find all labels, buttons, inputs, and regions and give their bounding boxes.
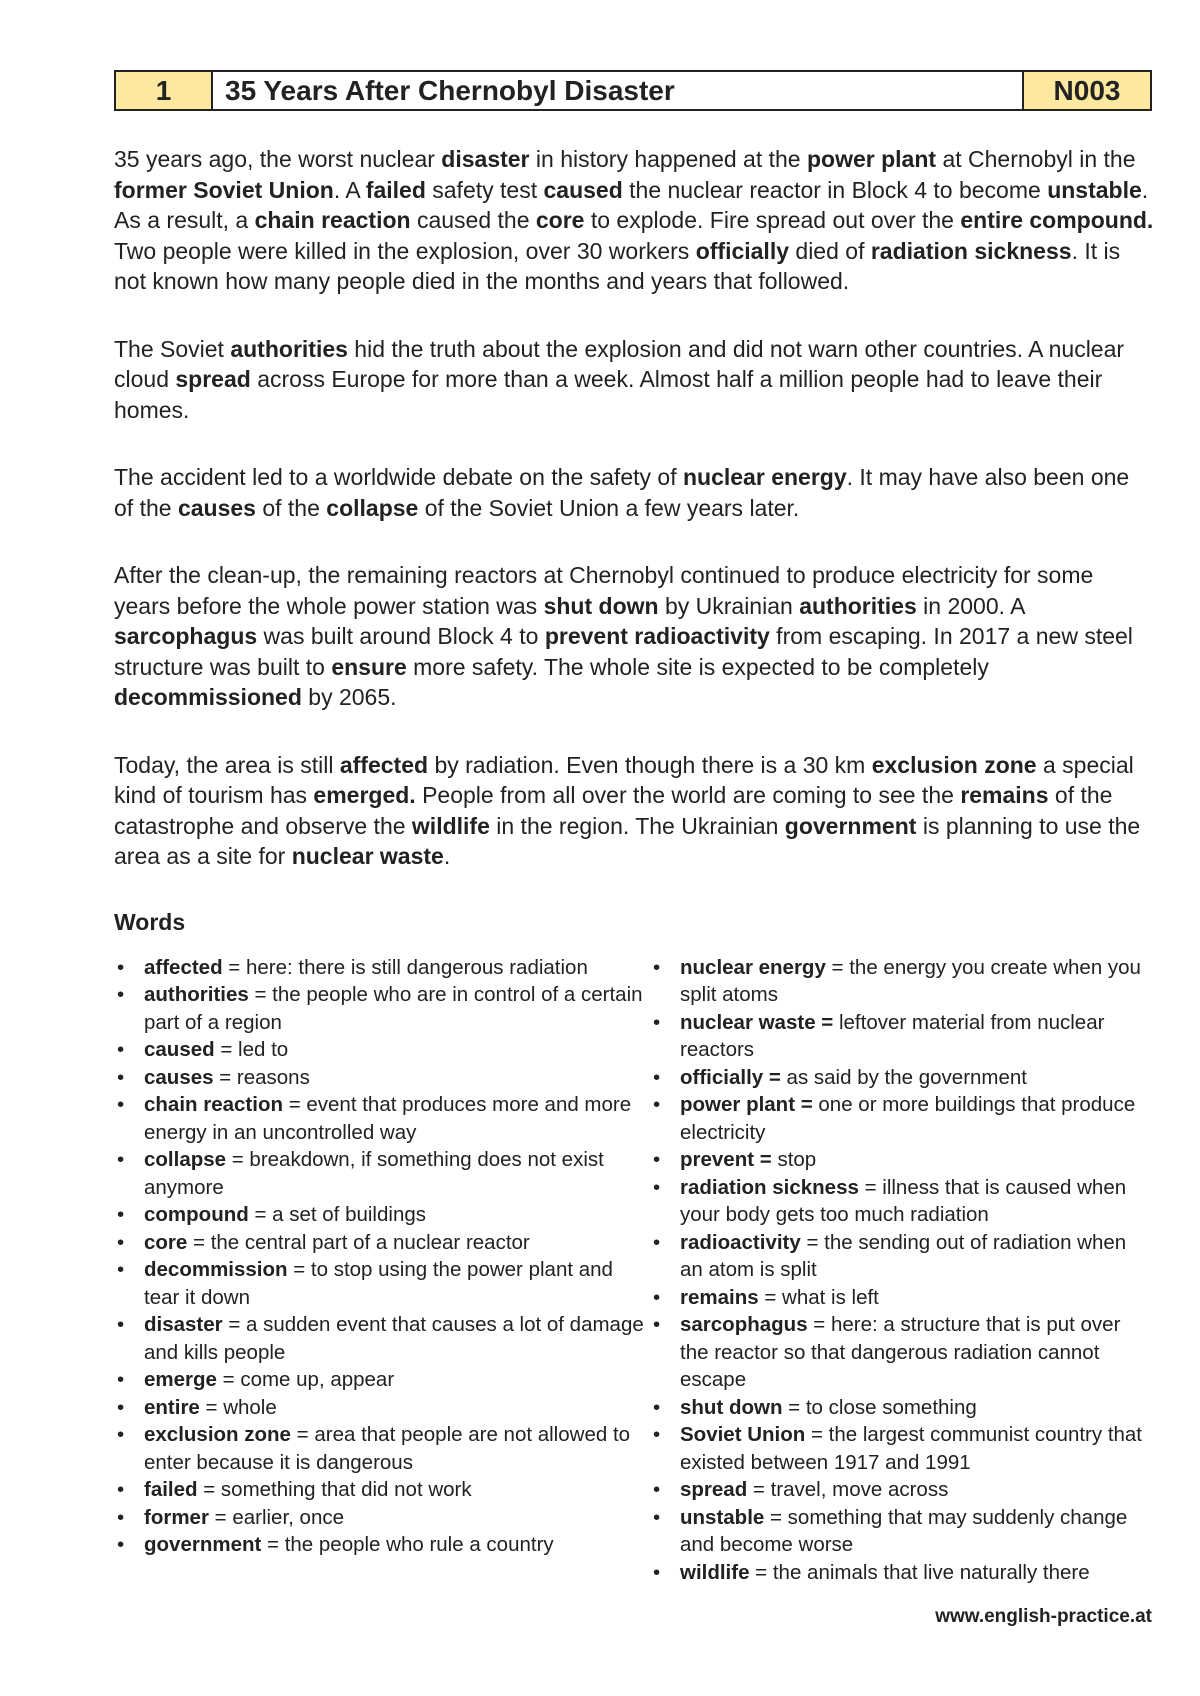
glossary-item — [650, 1174, 1154, 1229]
glossary-definition: the people who rule a country — [284, 1533, 554, 1556]
key-term: entire compound. — [960, 207, 1154, 233]
paragraph-text: People from all over the world are coming to see the — [415, 782, 961, 808]
lesson-code: N003 — [1024, 72, 1150, 109]
glossary-separator: = — [825, 955, 850, 979]
glossary-definition: to close something — [805, 1395, 977, 1419]
glossary-definition: leftover material from nuclear reactors — [680, 1010, 1105, 1061]
page-title: 35 Years After Chernobyl Disaster — [213, 72, 1024, 109]
glossary-definition: illness that is caused when your body gets too much radiation — [680, 1175, 1127, 1226]
glossary-item — [114, 1476, 650, 1504]
key-term: authorities — [799, 592, 917, 619]
key-term: failed — [365, 176, 426, 203]
paragraph-text: to explode. Fire spread out over the — [584, 207, 961, 233]
glossary-term: failed — [144, 1478, 198, 1501]
words-heading: Words — [114, 908, 186, 935]
paragraph-text: . — [443, 843, 451, 869]
key-term: government — [784, 812, 917, 839]
paragraph — [114, 144, 1154, 297]
paragraph-text: of the Soviet Union a few years later. — [418, 494, 800, 521]
bullet-icon: • — [117, 955, 125, 979]
bullet-icon: • — [653, 1148, 661, 1171]
glossary-definition: a set of buildings — [272, 1203, 426, 1226]
article-body — [114, 144, 1154, 872]
bullet-icon: • — [117, 1203, 125, 1226]
glossary-term: emerge — [144, 1368, 217, 1391]
glossary-term: causes — [144, 1065, 214, 1089]
glossary-definition: to stop using the power plant and tear it down — [144, 1258, 613, 1309]
glossary-item — [114, 954, 650, 982]
glossary-item — [114, 1421, 650, 1476]
paragraph-text: more safety. The whole site is expected to be completely — [406, 653, 989, 680]
glossary-separator: = — [758, 1285, 783, 1309]
paragraph-text: at Chernobyl in the — [936, 146, 1136, 172]
paragraph-text: the nuclear reactor in Block 4 to become — [622, 176, 1048, 203]
glossary-separator: = — [782, 1395, 806, 1419]
glossary-item — [650, 1311, 1154, 1394]
glossary-term: unstable — [680, 1505, 765, 1529]
glossary-definition: come up, appear — [240, 1368, 395, 1391]
glossary-item — [650, 1394, 1154, 1422]
glossary-definition: here: a structure that is put over the reactor so that dangerous radiation cannot escape — [680, 1313, 1121, 1391]
glossary-separator: = — [248, 983, 273, 1006]
paragraph-text: . It may have also been one of the — [114, 464, 1130, 521]
glossary-separator: = — [213, 1065, 237, 1089]
bullet-icon: • — [653, 1478, 661, 1501]
bullet-icon: • — [117, 983, 125, 1006]
glossary-separator: = — [261, 1533, 285, 1556]
glossary-item — [114, 1146, 650, 1201]
bullet-icon: • — [117, 1368, 125, 1391]
glossary-definition: travel, move across — [770, 1478, 949, 1501]
key-term: authorities — [230, 335, 348, 362]
bullet-icon: • — [117, 1395, 125, 1419]
key-term: emerged. — [313, 782, 416, 808]
bullet-icon: • — [117, 1230, 125, 1254]
glossary-term: entire — [144, 1395, 200, 1419]
paragraph-text: of the catastrophe and observe the — [114, 782, 1113, 839]
bullet-icon: • — [117, 1093, 125, 1116]
glossary-term: shut down — [680, 1395, 783, 1419]
glossary-separator: = — [199, 1395, 224, 1419]
key-term: spread — [175, 366, 251, 392]
key-term: shut down — [543, 592, 659, 619]
paragraph-text: of the — [255, 494, 327, 521]
glossary-separator: = — [764, 1505, 788, 1529]
bullet-icon: • — [653, 955, 661, 979]
bullet-icon: • — [117, 1038, 125, 1061]
key-term: nuclear energy — [682, 464, 847, 490]
paragraph-text: hid the truth about the explosion and did not warn other countries. A nuclear cloud — [114, 335, 1125, 392]
bullet-icon: • — [117, 1478, 125, 1501]
glossary-separator: = — [290, 1423, 315, 1446]
glossary-term: caused — [144, 1038, 215, 1061]
glossary-term: nuclear energy — [680, 955, 826, 979]
bullet-icon: • — [653, 1093, 661, 1116]
paragraph-text: safety test — [425, 176, 544, 203]
glossary-item — [650, 1229, 1154, 1284]
glossary-separator: = — [800, 1230, 825, 1254]
glossary-separator: = — [248, 1203, 273, 1226]
glossary-term: former — [144, 1505, 209, 1529]
bullet-icon: • — [653, 1560, 661, 1584]
glossary-term: wildlife — [680, 1560, 750, 1584]
glossary-item — [650, 1064, 1154, 1092]
glossary-column-right — [650, 954, 1154, 1587]
glossary-item — [114, 1064, 650, 1092]
glossary-definition: what is left — [782, 1285, 879, 1309]
glossary-item — [114, 1201, 650, 1229]
glossary-term: sarcophagus — [680, 1313, 808, 1336]
glossary-item — [114, 1036, 650, 1064]
paragraph-text: from escaping. In 2017 a new steel structure was built to — [114, 623, 1133, 680]
bullet-icon: • — [117, 1423, 125, 1446]
glossary-term: core — [144, 1230, 188, 1254]
paragraph-text: in history happened at the — [529, 146, 807, 172]
bullet-icon: • — [653, 1230, 661, 1254]
key-term: prevent radioactivity — [544, 623, 770, 649]
lesson-number: 1 — [116, 72, 213, 109]
glossary-separator: = — [805, 1423, 829, 1446]
glossary-separator: = — [747, 1478, 771, 1501]
glossary-separator: = — [807, 1313, 831, 1336]
glossary-definition: the largest communist country that existed between 1917 and 1991 — [680, 1423, 1143, 1474]
website-url: www.english-practice.at — [935, 1606, 1152, 1627]
glossary-term: affected — [144, 955, 223, 979]
glossary-term: prevent = — [680, 1148, 772, 1171]
glossary-term: collapse — [144, 1148, 227, 1171]
glossary-definition: led to — [238, 1038, 289, 1061]
glossary-item — [650, 1146, 1154, 1174]
key-term: decommissioned — [114, 684, 302, 710]
glossary-definition: something that may suddenly change and become worse — [680, 1505, 1128, 1556]
key-term: collapse — [326, 494, 419, 521]
glossary-item — [114, 1256, 650, 1311]
bullet-icon: • — [117, 1313, 125, 1336]
bullet-icon: • — [117, 1505, 125, 1529]
glossary-item — [650, 1009, 1154, 1064]
glossary-term: spread — [680, 1478, 748, 1501]
glossary-item — [114, 1091, 650, 1146]
glossary-term: disaster — [144, 1313, 223, 1336]
glossary-definition: breakdown, if something does not exist anymore — [144, 1148, 604, 1199]
paragraph-text: Today, the area is still — [114, 751, 340, 778]
bullet-icon: • — [653, 1505, 661, 1529]
glossary-term: compound — [144, 1203, 249, 1226]
paragraph — [114, 334, 1154, 426]
glossary-term: government — [144, 1533, 262, 1556]
paragraph — [114, 462, 1154, 523]
glossary-term: remains — [680, 1285, 759, 1309]
glossary-separator: = — [216, 1368, 241, 1391]
key-term: radiation sickness — [870, 237, 1072, 264]
glossary-separator: = — [197, 1478, 221, 1501]
glossary-definition: here: there is still dangerous radiation — [245, 955, 588, 979]
paragraph-text: 35 years ago, the worst nuclear — [114, 146, 442, 172]
glossary-separator: = — [283, 1093, 307, 1116]
bullet-icon: • — [117, 1148, 125, 1171]
glossary-column-left — [114, 954, 650, 1587]
key-term: disaster — [441, 146, 530, 172]
glossary-item — [114, 1504, 650, 1532]
paragraph-text: across Europe for more than a week. Almost half a million people had to leave their homes. — [114, 366, 1103, 423]
paragraph-text: . A — [333, 176, 366, 203]
bullet-icon: • — [653, 1065, 661, 1089]
bullet-icon: • — [653, 1313, 661, 1336]
glossary-item — [650, 1559, 1154, 1587]
glossary-term: power plant = — [680, 1093, 813, 1116]
glossary-separator: = — [858, 1175, 883, 1199]
paragraph-text: caused the — [410, 207, 536, 233]
glossary-item — [650, 1284, 1154, 1312]
glossary — [114, 954, 1154, 1587]
title-bar — [114, 70, 1152, 111]
glossary-item — [650, 1421, 1154, 1476]
glossary-item — [114, 1229, 650, 1257]
glossary-definition: event that produces more and more energy in an uncontrolled way — [144, 1093, 632, 1144]
key-term: exclusion zone — [871, 751, 1037, 778]
glossary-item — [650, 1504, 1154, 1559]
glossary-item — [114, 1311, 650, 1366]
glossary-separator: = — [226, 1148, 250, 1171]
key-term: officially — [695, 237, 790, 264]
glossary-definition: the sending out of radiation when an atom is split — [680, 1230, 1127, 1281]
glossary-definition: stop — [777, 1148, 817, 1171]
paragraph-text: was built around Block 4 to — [257, 623, 545, 649]
glossary-term: authorities — [144, 983, 249, 1006]
glossary-definition: the energy you create when you split atoms — [680, 955, 1141, 1006]
glossary-term: chain reaction — [144, 1093, 283, 1116]
glossary-separator: = — [187, 1230, 211, 1254]
key-term: former Soviet Union — [114, 176, 334, 203]
glossary-definition: one or more buildings that produce electricity — [680, 1093, 1136, 1144]
paragraph — [114, 560, 1154, 713]
bullet-icon: • — [653, 1010, 661, 1034]
key-term: causes — [177, 494, 256, 521]
glossary-separator: = — [749, 1560, 773, 1584]
paragraph-text: in 2000. A — [916, 592, 1025, 619]
glossary-definition: the people who are in control of a certain part of a region — [144, 983, 643, 1034]
glossary-definition: earlier, once — [232, 1505, 344, 1529]
glossary-separator: = — [214, 1038, 239, 1061]
paragraph-text: died of — [789, 237, 871, 264]
glossary-definition: area that people are not allowed to enter because it is dangerous — [144, 1423, 631, 1474]
glossary-definition: as said by the government — [786, 1065, 1027, 1089]
bullet-icon: • — [117, 1533, 125, 1556]
paragraph-text: Two people were killed in the explosion, over 30 workers — [114, 237, 696, 264]
key-term: nuclear waste — [291, 843, 444, 869]
glossary-definition: the central part of a nuclear reactor — [210, 1230, 530, 1254]
bullet-icon: • — [653, 1285, 661, 1309]
paragraph-text: in the region. The Ukrainian — [489, 812, 785, 839]
paragraph-text: The Soviet — [114, 335, 231, 362]
glossary-definition: something that did not work — [220, 1478, 472, 1501]
key-term: affected — [339, 751, 429, 778]
bullet-icon: • — [653, 1175, 661, 1199]
bullet-icon: • — [117, 1065, 125, 1089]
article — [114, 144, 1154, 1586]
paragraph-text: a special kind of tourism has — [114, 751, 1134, 808]
paragraph-text: The accident led to a worldwide debate on the safety of — [114, 464, 683, 490]
glossary-item — [114, 1366, 650, 1394]
glossary-definition: reasons — [236, 1065, 310, 1089]
glossary-item — [114, 1531, 650, 1559]
paragraph-text: by radiation. Even though there is a 30 km — [428, 751, 872, 778]
bullet-icon: • — [653, 1395, 661, 1419]
glossary-term: officially = — [680, 1065, 781, 1089]
key-term: sarcophagus — [114, 623, 258, 649]
paragraph-text: . It is not known how many people died in the months and years that followed. — [114, 237, 1121, 294]
bullet-icon: • — [653, 1423, 661, 1446]
glossary-term: radiation sickness — [680, 1175, 859, 1199]
glossary-term: Soviet Union — [680, 1423, 806, 1446]
glossary-term: radioactivity — [680, 1230, 801, 1254]
glossary-item — [650, 1476, 1154, 1504]
glossary-separator: = — [208, 1505, 233, 1529]
paragraph — [114, 750, 1154, 872]
key-term: caused — [543, 176, 623, 203]
key-term: unstable — [1047, 176, 1142, 203]
key-term: ensure — [331, 653, 407, 680]
key-term: chain reaction — [254, 207, 411, 233]
glossary-term: nuclear waste = — [680, 1010, 834, 1034]
bullet-icon: • — [117, 1258, 125, 1281]
paragraph-text: by Ukrainian — [658, 592, 800, 619]
key-term: core — [535, 207, 585, 233]
glossary-definition: a sudden event that causes a lot of damage and kills people — [144, 1313, 644, 1364]
key-term: wildlife — [411, 812, 490, 839]
paragraph-text: After the clean-up, the remaining reactors at Chernobyl continued to produce electricity for some years before the whole power station was — [114, 562, 1094, 619]
glossary-definition: the animals that live naturally there — [772, 1560, 1090, 1584]
glossary-item — [114, 981, 650, 1036]
paragraph-text: is planning to use the area as a site for — [114, 812, 1141, 869]
glossary-separator: = — [222, 1313, 247, 1336]
glossary-term: exclusion zone — [144, 1423, 291, 1446]
key-term: remains — [960, 782, 1049, 808]
glossary-separator: = — [287, 1258, 311, 1281]
paragraph-text: . As a result, a — [114, 176, 1149, 233]
paragraph-text: by 2065. — [301, 684, 397, 710]
glossary-separator: = — [222, 955, 246, 979]
glossary-item — [650, 1091, 1154, 1146]
key-term: power plant — [807, 146, 937, 172]
glossary-term: decommission — [144, 1258, 288, 1281]
glossary-definition: whole — [223, 1395, 277, 1419]
glossary-item — [114, 1394, 650, 1422]
glossary-item — [650, 954, 1154, 1009]
